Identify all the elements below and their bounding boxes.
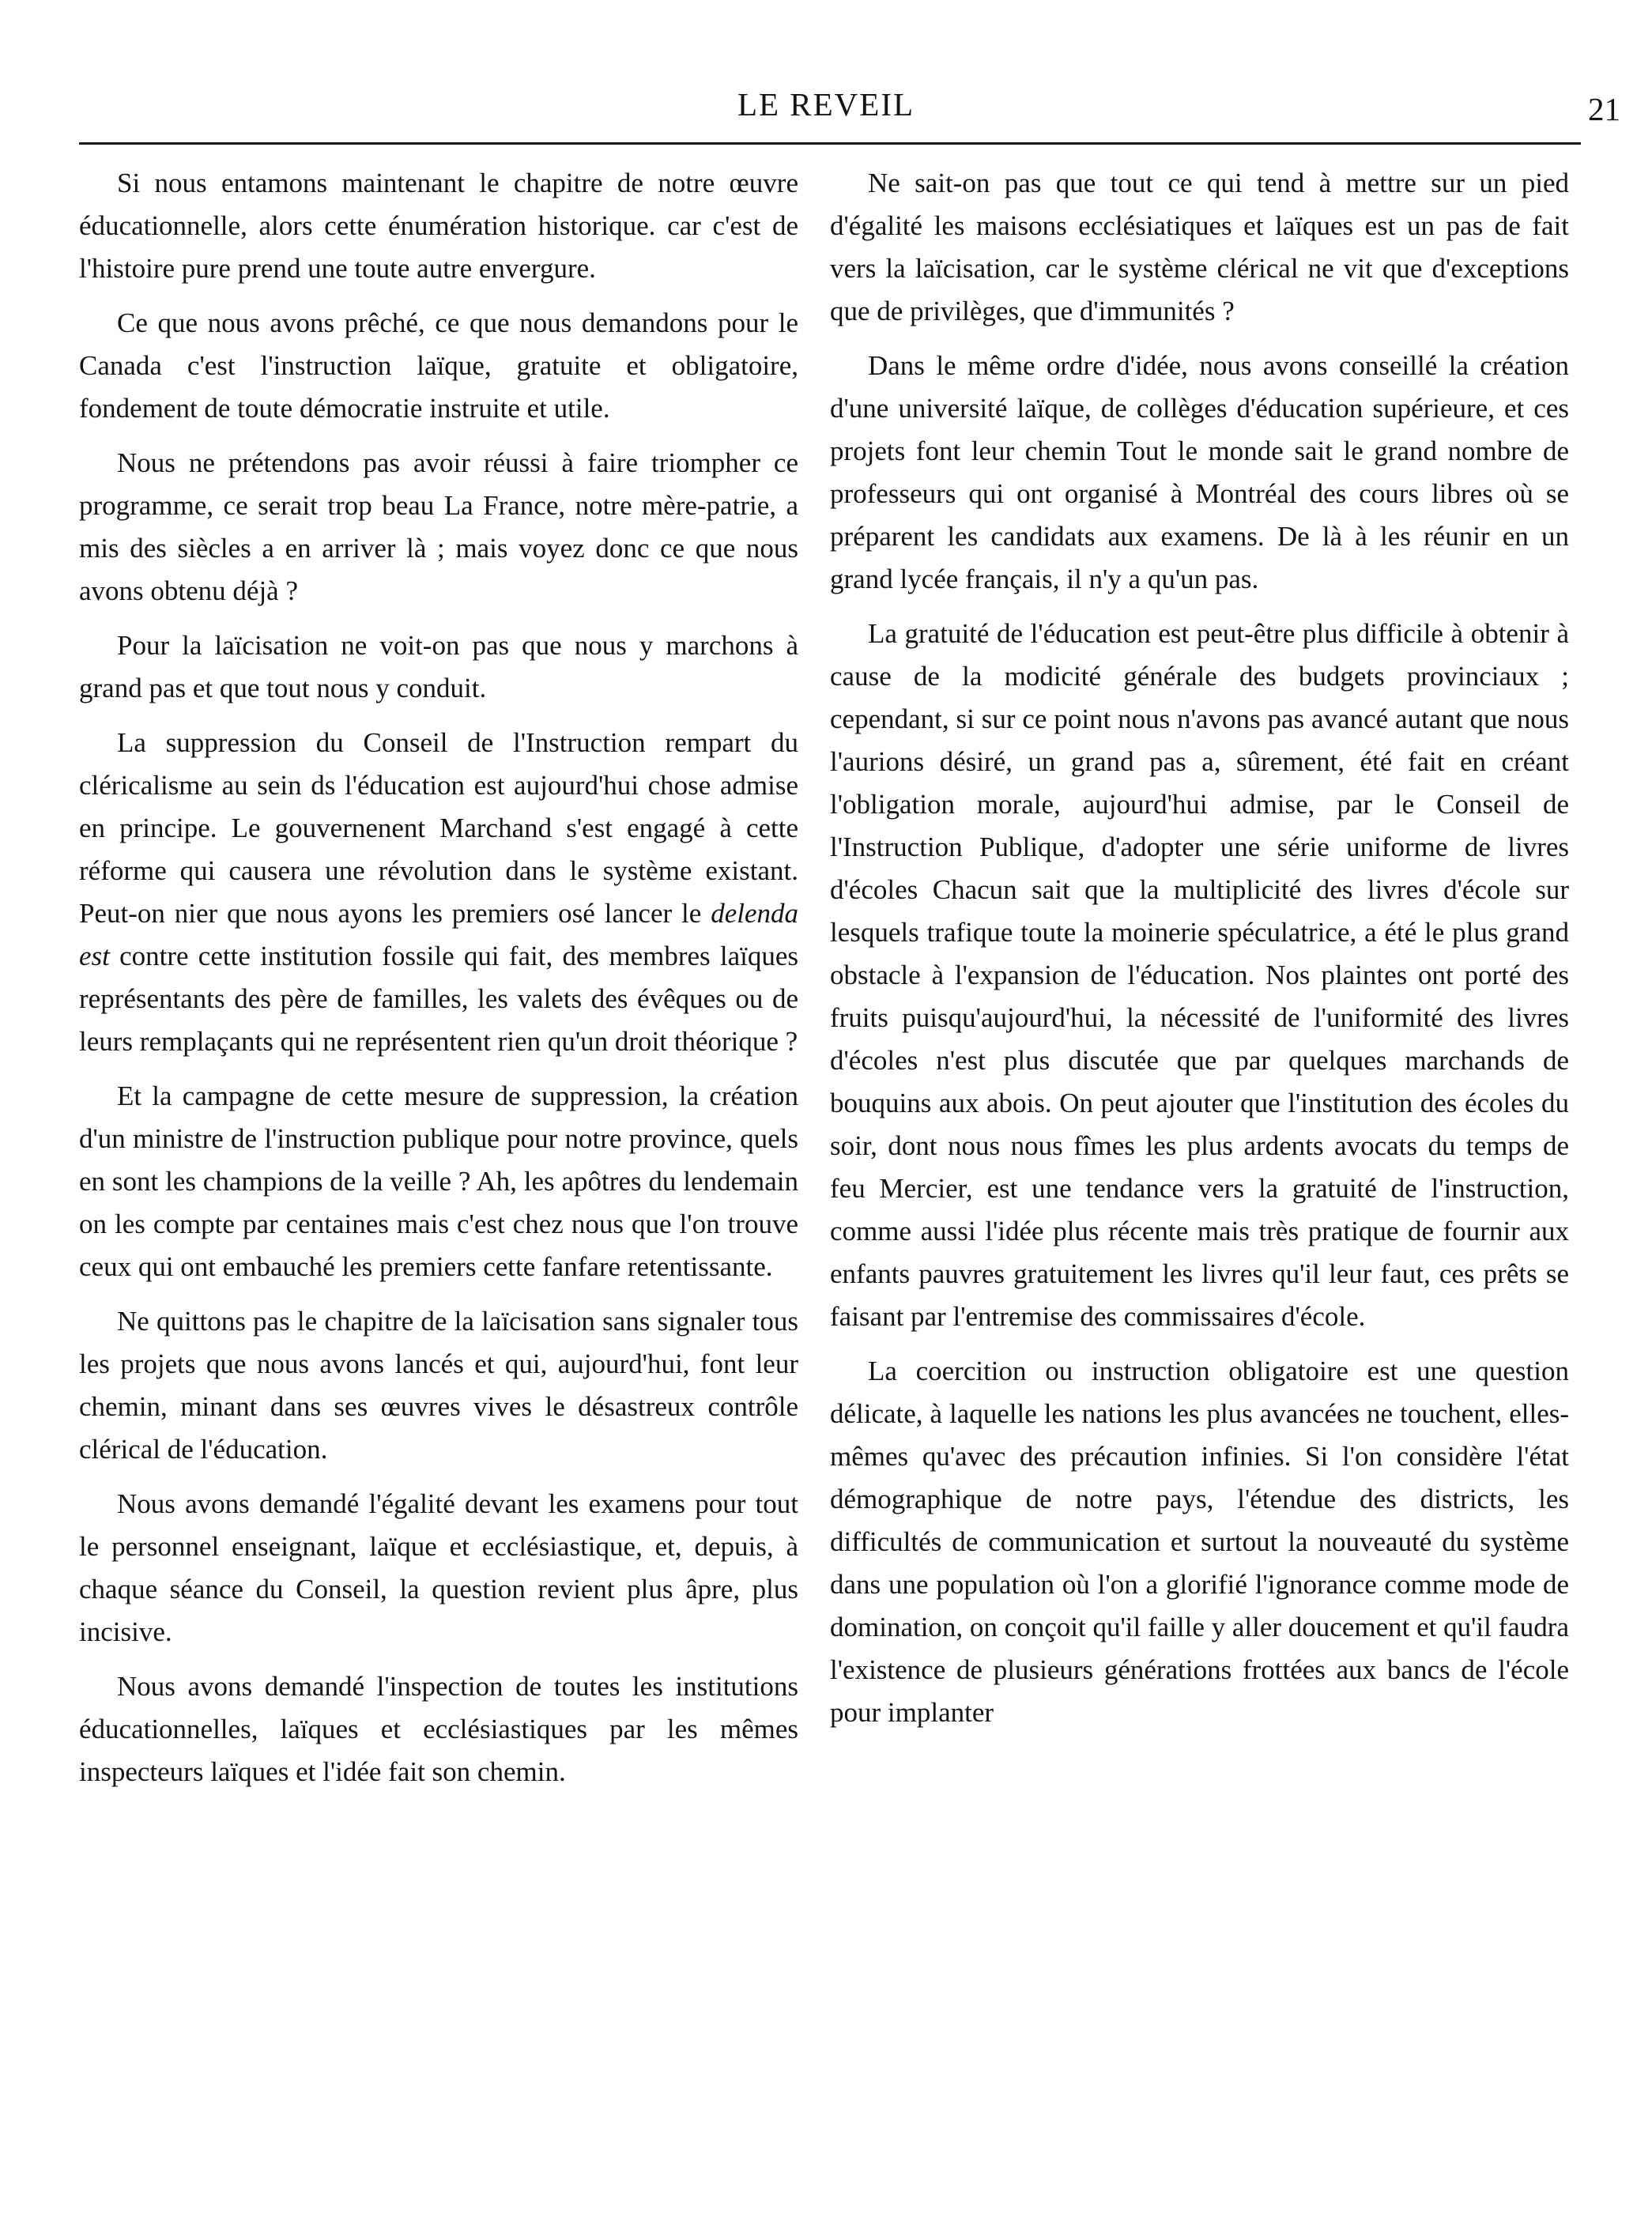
paragraph: Si nous entamons maintenant le chapitre de notre œuvre éducationnelle, alors cette énumération historique. car c'est de l'histoire pure prend une toute autre envergure. <box>79 168 798 284</box>
emphasis-text: delenda est <box>79 898 798 971</box>
paragraph: Dans le même ordre d'idée, nous avons conseillé la création d'une université laïque, de collèges d'éducation supérieure, et ces projets font leur chemin Tout le monde sait le grand nombre de professeurs qui ont organisé à Montréal des cours libres où se préparent les candidats aux examens. De là à les réunir en un grand lycée français, il n'y a qu'un pas. <box>830 350 1569 594</box>
paragraph: Pour la laïcisation ne voit-on pas que nous y marchons à grand pas et que tout nous y conduit. <box>79 630 798 703</box>
paragraph: Ne sait-on pas que tout ce qui tend à mettre sur un pied d'égalité les maisons ecclésiatiques et laïques est un pas de fait vers la laïcisation, car le système clérical ne vit que d'exceptions que de privilèges, que d'immunités ? <box>830 168 1569 326</box>
paragraph: Nous ne prétendons pas avoir réussi à faire triompher ce programme, ce serait trop beau La France, notre mère-patrie, a mis des siècles a en arriver là ; mais voyez donc ce que nous avons obtenu déjà ? <box>79 447 798 606</box>
paragraph: La gratuité de l'éducation est peut-être plus difficile à obtenir à cause de la modicité générale des budgets provinciaux ; cependant, si sur ce point nous n'avons pas avancé autant que nous l'aurions désiré, un grand pas a, sûrement, été fait en créant l'obligation morale, aujourd'hui admise, par le Conseil de l'Instruction Publique, d'adopter une série uniforme de livres d'écoles Chacun sait que la multiplicité des livres d'école sur lesquels trafique toute la moinerie spéculatrice, a été le plus grand obstacle à l'expansion de l'éducation. Nos plaintes ont porté des fruits puisqu'aujourd'hui, la nécessité de l'uniformité des livres d'écoles n'est plus discutée que par quelques marchands de bouquins aux abois. On peut ajouter que l'institution des écoles du soir, dont nous nous fîmes les plus ardents avocats du temps de feu Mercier, est une tendance vers la gratuité de l'instruction, comme aussi l'idée plus récente mais très pratique de fournir aux enfants pauvres gratuitement les livres qu'il leur faut, ces prêts se faisant par l'entremise des commissaires d'école. <box>830 618 1569 1332</box>
running-title: LE REVEIL <box>737 86 915 123</box>
right-column <box>830 162 1569 1746</box>
paragraph: Ne quittons pas le chapitre de la laïcisation sans signaler tous les projets que nous avons lancés et qui, aujourd'hui, font leur chemin, minant dans ses œuvres vives le désastreux contrôle clérical de l'éducation. <box>79 1306 798 1465</box>
left-column <box>79 162 798 1805</box>
paragraph: Nous avons demandé l'inspection de toutes les institutions éducationnelles, laïques et ecclésiastiques par les mêmes inspecteurs laïques et l'idée fait son chemin. <box>79 1671 798 1787</box>
page-number: 21 <box>1588 91 1620 127</box>
paragraph-text: contre cette institution fossile qui fait, des membres laïques représentants des père de familles, les valets des évêques ou de leurs remplaçants qui ne représentent rien qu'un droit théorique ? <box>79 941 799 1057</box>
header-rule <box>79 142 1581 145</box>
paragraph <box>79 722 798 1063</box>
paragraph: Nous avons demandé l'égalité devant les examens pour tout le personnel enseignant, laïque et ecclésiastique, et, depuis, à chaque séance du Conseil, la question revient plus âpre, plus incisive. <box>79 1488 798 1647</box>
paragraph: La coercition ou instruction obligatoire est une question délicate, à laquelle les nations les plus avancées ne touchent, elles-mêmes qu'avec des précaution infinies. Si l'on considère l'état démographique de notre pays, l'étendue des districts, les difficultés de communication et surtout la nouveauté du système dans une population où l'on a glorifié l'ignorance comme mode de domination, on conçoit qu'il faille y aller doucement et qu'il faudra l'existence de plusieurs générations frottées aux bancs de l'école pour implanter <box>830 1356 1569 1728</box>
paragraph-text: La suppression du Conseil de l'Instruction rempart du cléricalisme au sein ds l'éducation est aujourd'hui chose admise en principe. Le gouvernenent Marchand s'est engagé à cette réforme qui causera une révolution dans le système existant. Peut-on nier que nous ayons les premiers osé lancer le <box>79 727 798 929</box>
paragraph: Et la campagne de cette mesure de suppression, la création d'un ministre de l'instruction publique pour notre province, quels en sont les champions de la veille ? Ah, les apôtres du lendemain on les compte par centaines mais c'est chez nous que l'on trouve ceux qui ont embauché les premiers cette fanfare retentissante. <box>79 1080 798 1282</box>
paragraph: Ce que nous avons prêché, ce que nous demandons pour le Canada c'est l'instruction laïque, gratuite et obligatoire, fondement de toute démocratie instruite et utile. <box>79 307 798 424</box>
